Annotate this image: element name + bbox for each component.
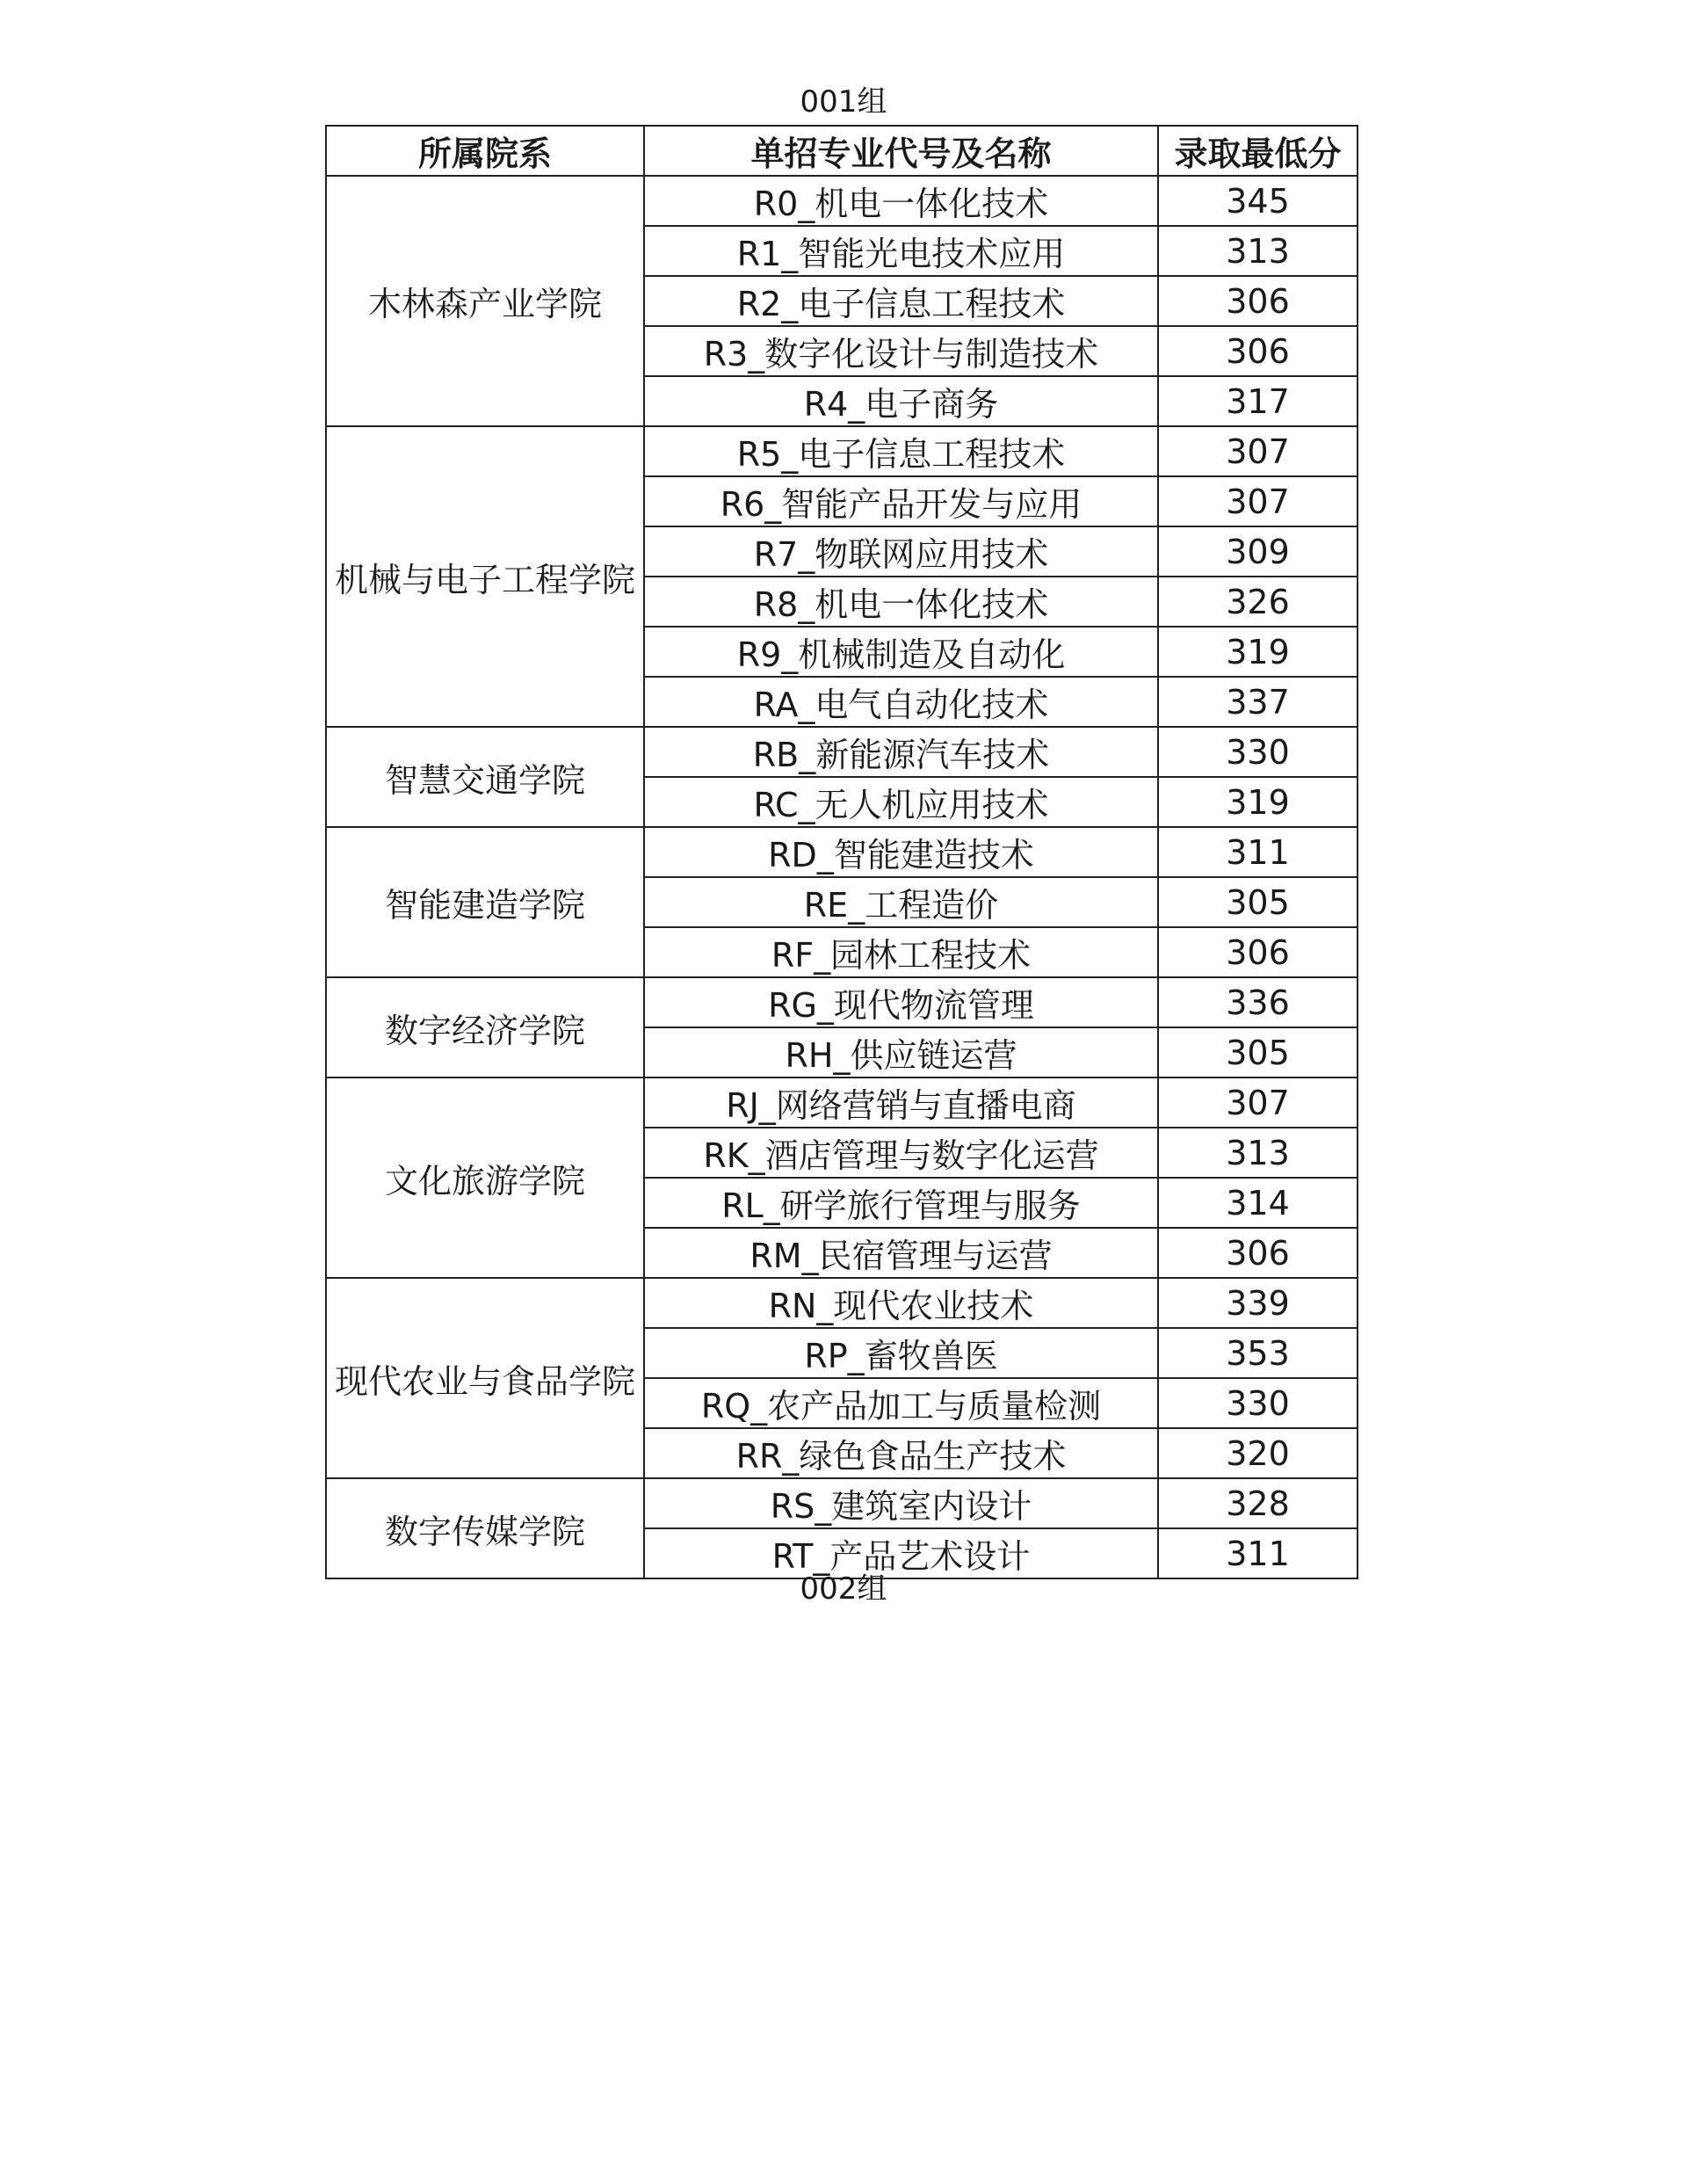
min-score-cell: 313 <box>1158 1128 1358 1178</box>
major-cell: RA_电气自动化技术 <box>644 677 1158 727</box>
major-cell: RR_绿色食品生产技术 <box>644 1428 1158 1478</box>
header-department: 所属院系 <box>326 126 644 176</box>
major-cell: RM_民宿管理与运营 <box>644 1228 1158 1278</box>
group-caption-002: 002组 <box>800 1571 887 1607</box>
min-score-cell: 306 <box>1158 326 1358 376</box>
major-cell: RT_产品艺术设计 <box>644 1528 1158 1578</box>
min-score-cell: 330 <box>1158 1378 1358 1428</box>
admission-score-table <box>325 125 1358 1579</box>
table-row <box>326 1478 1358 1528</box>
min-score-cell: 319 <box>1158 627 1358 677</box>
min-score-cell: 337 <box>1158 677 1358 727</box>
major-cell: R4_电子商务 <box>644 376 1158 426</box>
major-cell: R9_机械制造及自动化 <box>644 627 1158 677</box>
min-score-cell: 317 <box>1158 376 1358 426</box>
min-score-cell: 319 <box>1158 777 1358 827</box>
min-score-cell: 305 <box>1158 1027 1358 1077</box>
min-score-cell: 353 <box>1158 1328 1358 1378</box>
major-cell: R2_电子信息工程技术 <box>644 276 1158 326</box>
major-cell: R1_智能光电技术应用 <box>644 226 1158 276</box>
min-score-cell: 330 <box>1158 727 1358 777</box>
min-score-cell: 305 <box>1158 877 1358 927</box>
table-row <box>326 977 1358 1027</box>
min-score-cell: 320 <box>1158 1428 1358 1478</box>
department-cell: 数字传媒学院 <box>326 1478 644 1578</box>
header-major: 单招专业代号及名称 <box>644 126 1158 176</box>
major-cell: RS_建筑室内设计 <box>644 1478 1158 1528</box>
min-score-cell: 339 <box>1158 1278 1358 1328</box>
min-score-cell: 311 <box>1158 827 1358 877</box>
min-score-cell: 307 <box>1158 1077 1358 1128</box>
department-cell: 机械与电子工程学院 <box>326 426 644 727</box>
min-score-cell: 328 <box>1158 1478 1358 1528</box>
table-body <box>326 176 1358 1578</box>
min-score-cell: 311 <box>1158 1528 1358 1578</box>
department-cell: 数字经济学院 <box>326 977 644 1077</box>
department-cell: 现代农业与食品学院 <box>326 1278 644 1478</box>
min-score-cell: 336 <box>1158 977 1358 1027</box>
min-score-cell: 345 <box>1158 176 1358 226</box>
min-score-cell: 306 <box>1158 1228 1358 1278</box>
major-cell: RC_无人机应用技术 <box>644 777 1158 827</box>
header-row <box>326 126 1358 176</box>
major-cell: R8_机电一体化技术 <box>644 577 1158 627</box>
table-row <box>326 426 1358 476</box>
min-score-cell: 309 <box>1158 526 1358 577</box>
table-header <box>326 126 1358 176</box>
department-cell: 智能建造学院 <box>326 827 644 977</box>
major-cell: RD_智能建造技术 <box>644 827 1158 877</box>
table-row <box>326 176 1358 226</box>
min-score-cell: 306 <box>1158 276 1358 326</box>
min-score-cell: 307 <box>1158 426 1358 476</box>
major-cell: RL_研学旅行管理与服务 <box>644 1178 1158 1228</box>
table-row <box>326 827 1358 877</box>
min-score-cell: 326 <box>1158 577 1358 627</box>
min-score-cell: 306 <box>1158 927 1358 977</box>
table-row <box>326 1278 1358 1328</box>
min-score-cell: 307 <box>1158 476 1358 526</box>
major-cell: RF_园林工程技术 <box>644 927 1158 977</box>
major-cell: R3_数字化设计与制造技术 <box>644 326 1158 376</box>
major-cell: R5_电子信息工程技术 <box>644 426 1158 476</box>
department-cell: 木林森产业学院 <box>326 176 644 426</box>
major-cell: RJ_网络营销与直播电商 <box>644 1077 1158 1128</box>
major-cell: RB_新能源汽车技术 <box>644 727 1158 777</box>
table-row <box>326 1077 1358 1128</box>
major-cell: RG_现代物流管理 <box>644 977 1158 1027</box>
major-cell: RK_酒店管理与数字化运营 <box>644 1128 1158 1178</box>
group-caption-001: 001组 <box>800 84 887 120</box>
major-cell: RE_工程造价 <box>644 877 1158 927</box>
major-cell: R0_机电一体化技术 <box>644 176 1158 226</box>
major-cell: RP_畜牧兽医 <box>644 1328 1158 1378</box>
header-min-score: 录取最低分 <box>1158 126 1358 176</box>
min-score-cell: 313 <box>1158 226 1358 276</box>
major-cell: R6_智能产品开发与应用 <box>644 476 1158 526</box>
major-cell: RH_供应链运营 <box>644 1027 1158 1077</box>
major-cell: RN_现代农业技术 <box>644 1278 1158 1328</box>
major-cell: RQ_农产品加工与质量检测 <box>644 1378 1158 1428</box>
min-score-cell: 314 <box>1158 1178 1358 1228</box>
department-cell: 智慧交通学院 <box>326 727 644 827</box>
department-cell: 文化旅游学院 <box>326 1077 644 1278</box>
table-row <box>326 727 1358 777</box>
major-cell: R7_物联网应用技术 <box>644 526 1158 577</box>
